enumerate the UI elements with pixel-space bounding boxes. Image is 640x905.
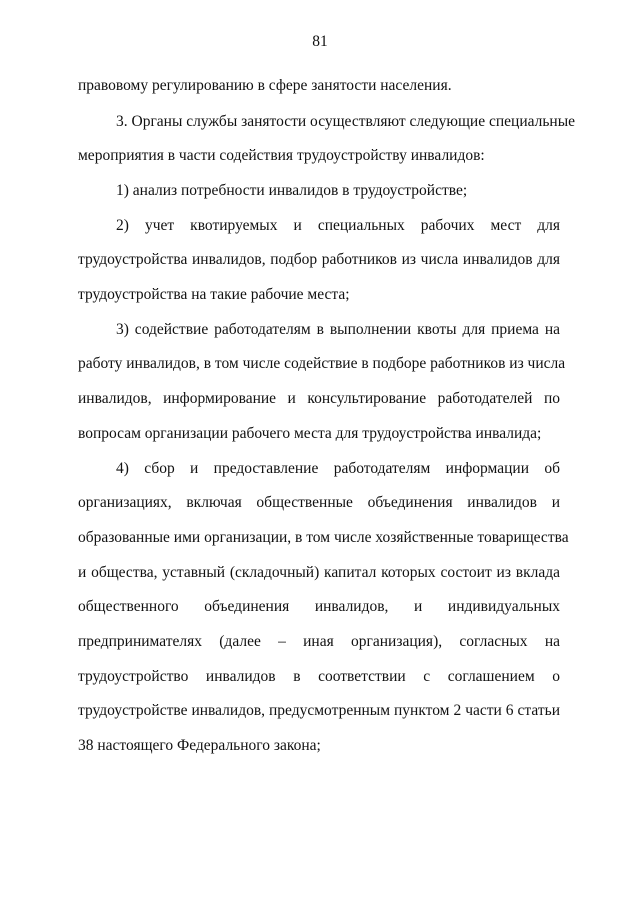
text-line: работу инвалидов, в том числе содействие в подборе работников из числа bbox=[78, 355, 566, 372]
text-line: организациях, включая общественные объединения инвалидов и bbox=[78, 494, 560, 511]
text-line: образованные ими организации, в том числе хозяйственные товарищества bbox=[78, 529, 569, 546]
text-line: трудоустройства на такие рабочие места; bbox=[78, 286, 350, 303]
text-line: трудоустройстве инвалидов, предусмотренным пунктом 2 части 6 статьи bbox=[78, 702, 560, 719]
text-line: предпринимателях (далее – иная организация), согласных на bbox=[78, 633, 560, 650]
text-line: 3. Органы службы занятости осуществляют следующие специальные bbox=[116, 113, 576, 130]
text-line: инвалидов, информирование и консультирование работодателей по bbox=[78, 390, 560, 407]
page-number: 81 bbox=[312, 33, 328, 50]
text-line: и общества, уставный (складочный) капитал которых состоит из вклада bbox=[78, 564, 560, 581]
text-line: 3) содействие работодателям в выполнении квоты для приема на bbox=[116, 321, 560, 338]
text-line: вопросам организации рабочего места для трудоустройства инвалида; bbox=[78, 425, 542, 442]
text-line: 38 настоящего Федерального закона; bbox=[78, 737, 321, 754]
text-line: 4) сбор и предоставление работодателям информации об bbox=[116, 460, 560, 477]
text-line: трудоустройство инвалидов в соответствии с соглашением о bbox=[78, 668, 560, 685]
text-line: общественного объединения инвалидов, и индивидуальных bbox=[78, 598, 560, 615]
text-line: 1) анализ потребности инвалидов в трудоустройстве; bbox=[116, 182, 468, 199]
text-line: трудоустройства инвалидов, подбор работников из числа инвалидов для bbox=[78, 251, 560, 268]
text-line: мероприятия в части содействия трудоустройству инвалидов: bbox=[78, 147, 485, 164]
text-line: 2) учет квотируемых и специальных рабочих мест для bbox=[116, 217, 560, 234]
text-line: правовому регулированию в сфере занятости населения. bbox=[78, 77, 452, 94]
